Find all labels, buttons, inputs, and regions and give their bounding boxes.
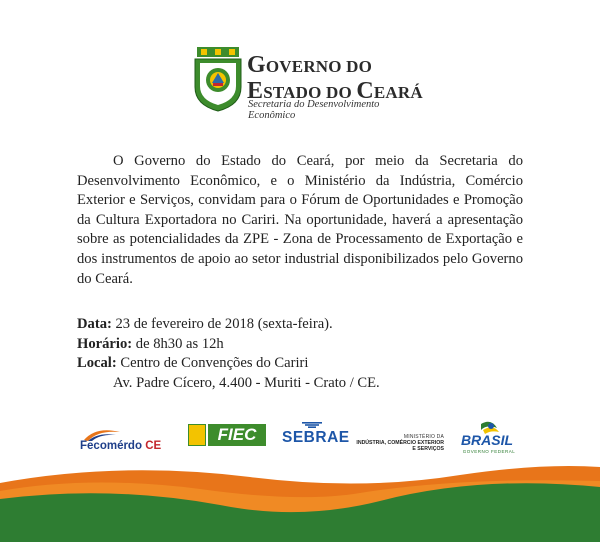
svg-text:BRASIL: BRASIL [460, 432, 514, 448]
fiec-logo: FIEC [188, 424, 266, 446]
title-line-1: GOVERNO DO [247, 52, 373, 78]
event-details [77, 315, 380, 393]
brasil-logo [447, 420, 527, 456]
sebrae-logo: SEBRAE [282, 422, 342, 452]
title-line-2: ESTADO DO CEARÁ [247, 78, 423, 104]
svg-text:GOVERNO FEDERAL: GOVERNO FEDERAL [462, 449, 516, 454]
government-header [193, 47, 423, 122]
address-row: Av. Padre Cícero, 4.400 - Muriti - Crato / CE. [113, 374, 380, 391]
invitation-paragraph: O Governo do Estado do Ceará, por meio da Secretaria do Desenvolvimento Econômico, e o Ministério da Indústria, Comércio Exterior e Serviços, convidam para o Fórum de Oportunidades e Promoção da Cultura Exportadora no Cariri. Na oportunidade, haverá a apresentação sobre as potencialidades da ZPE - Zona de Processamento de Exportação e dos instrumentos de apoio ao setor industrial disponibilizados pelo Governo do Ceará. [77, 153, 523, 287]
secretaria-subtitle: Secretaria do Desenvolvimento Econômico [248, 99, 380, 121]
ministerio-logo: MINISTÉRIO DA INDÚSTRIA, COMÉRCIO EXTERIOR E SERVIÇOS [356, 434, 444, 452]
footer-waves [0, 455, 600, 542]
government-title [247, 53, 423, 105]
ceara-crest-icon [193, 47, 243, 113]
date-row: Data: 23 de fevereiro de 2018 (sexta-feira). [77, 316, 333, 332]
sebrae-bars-icon [302, 422, 322, 428]
sponsor-logos [0, 420, 600, 456]
fecomercio-logo: Fecomérdo CE [80, 428, 172, 452]
fiec-emblem-icon [188, 424, 206, 446]
place-row: Local: Centro de Convenções do Cariri [77, 355, 309, 372]
time-row: Horário: de 8h30 as 12h [77, 335, 224, 352]
